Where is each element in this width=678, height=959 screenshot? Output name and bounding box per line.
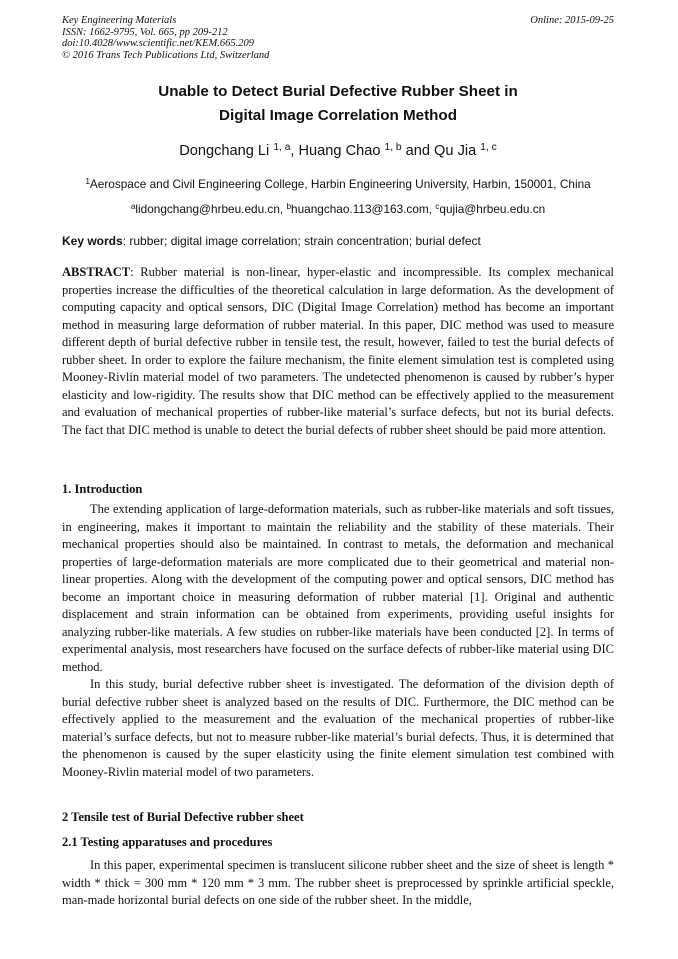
author-1-name: Dongchang Li [179,143,270,159]
section-2-heading: 2 Tensile test of Burial Defective rubber sheet [62,810,304,824]
author-1-sup: 1, a [273,142,291,154]
author-emails [62,201,614,217]
author-list [62,141,614,161]
email-b-sup: b [286,202,292,212]
section-2-1-heading: 2.1 Testing apparatuses and procedures [62,835,273,849]
email-a[interactable]: lidongchang@hrbeu.edu.cn, [135,202,287,216]
affiliation [62,176,614,192]
journal-copyright: © 2016 Trans Tech Publications Ltd, Switzerland [62,49,270,61]
intro-paragraph-2: In this study, burial defective rubber sheet is investigated. The deformation of the division depth of burial defective rubber sheet is analyzed based on the results of DIC. Furthermore, the DIC method can be effectively applied to the measurement and the evaluation of the mechanical properties of rubber-like material’s surface defects, but not to measure rubber-like material’s burial defects. Thus, it is determined that the phenomenon is caused by the super elasticity using the finite element simulation test combined with Mooney-Rivlin material model of two parameters. [62,677,614,779]
journal-header [62,15,614,61]
section-2-1-body [62,857,614,910]
affiliation-text: Aerospace and Civil Engineering College, Harbin Engineering University, Harbin, 150001, China [89,177,591,191]
abstract-label: ABSTRACT [62,265,131,279]
paper-title [62,80,614,128]
author-2-sup: 1, b [384,142,402,154]
author-3-sup: 1, c [480,142,497,154]
testing-paragraph-1: In this paper, experimental specimen is translucent silicone rubber sheet and the size of sheet is length * width * thick = 300 mm * 120 mm * 3 mm. The rubber sheet is preprocessed by sprinkle artificial speckle, man-made horizontal burial defects on one side of the rubber sheet. In the middle, [62,858,614,907]
email-b[interactable]: huangchao.113@163.com, [291,202,436,216]
title-line-1: Unable to Detect Burial Defective Rubber Sheet in [158,83,518,100]
author-sep-2: and [401,143,435,159]
online-date: Online: 2015-09-25 [530,15,614,26]
abstract [62,264,614,439]
section-1-heading: 1. Introduction [62,482,143,496]
journal-doi[interactable]: doi:10.4028/www.scientific.net/KEM.665.209 [62,38,254,50]
affiliation-sup: 1 [85,177,90,187]
keywords [62,233,614,249]
journal-issn: ISSN: 1662-9795, Vol. 665, pp 209-212 [62,26,228,38]
keywords-text: : rubber; digital image correlation; strain concentration; burial defect [122,234,481,248]
email-a-sup: a [130,202,136,212]
author-3-name: Qu Jia [434,143,477,159]
section-1-body [62,501,614,781]
email-c-sup: c [435,202,440,212]
journal-name: Key Engineering Materials [62,15,177,26]
keywords-label: Key words [62,234,123,248]
abstract-paragraph [62,264,614,439]
author-sep-1: , [290,143,299,159]
title-line-2: Digital Image Correlation Method [219,107,457,124]
intro-paragraph-1: The extending application of large-deformation materials, such as rubber-like materials and soft tissues, in engineering, makes it important to maintain the reliability and the stability of these materials. Their mechanical properties should also be maintained. In contrast to metals, the deformation and mechanical properties of large-deformation materials are more complicated due to their geometrical and material non-linear properties. Along with the development of the computing power and optical sensors, DIC method has become an important choice in measuring deformation of rubber material [1]. Original and authentic displacement and strain information can be obtained from experiments, providing useful insights for analyzing rubber-like materials. A few studies on rubber-like materials have been conducted [2]. In terms of experimental analysis, most researchers have focused on the surface defects of rubber-like material using DIC method. [62,502,614,674]
abstract-text: : Rubber material is non-linear, hyper-elastic and incompressible. Its complex mechanical properties increase the difficulties of the theoretical calculation in large deformation. As the development of computing capacity and optical sensors, DIC (Digital Image Correlation) method has become an important method in measuring large deformation of rubber material. In this paper, DIC method was used to measure different depth of burial defective rubber in tensile test, the result, however, failed to test the burial defects of rubber sheet. In order to explore the failure mechanism, the finite element simulation test is completed using Mooney-Rivlin material model of two parameters. The undetected phenomenon is caused by rubber’s hyper elasticity and low-rigidity. The results show that DIC method can be effectively applied to the measurement and evaluation of mechanical properties of rubber-like material’s surface defects, but not its burial defects. The fact that DIC method is unable to detect the burial defects of rubber sheet should be paid more attention. [62,265,614,437]
author-2-name: Huang Chao [298,143,381,159]
email-c[interactable]: qujia@hrbeu.edu.cn [439,202,546,216]
